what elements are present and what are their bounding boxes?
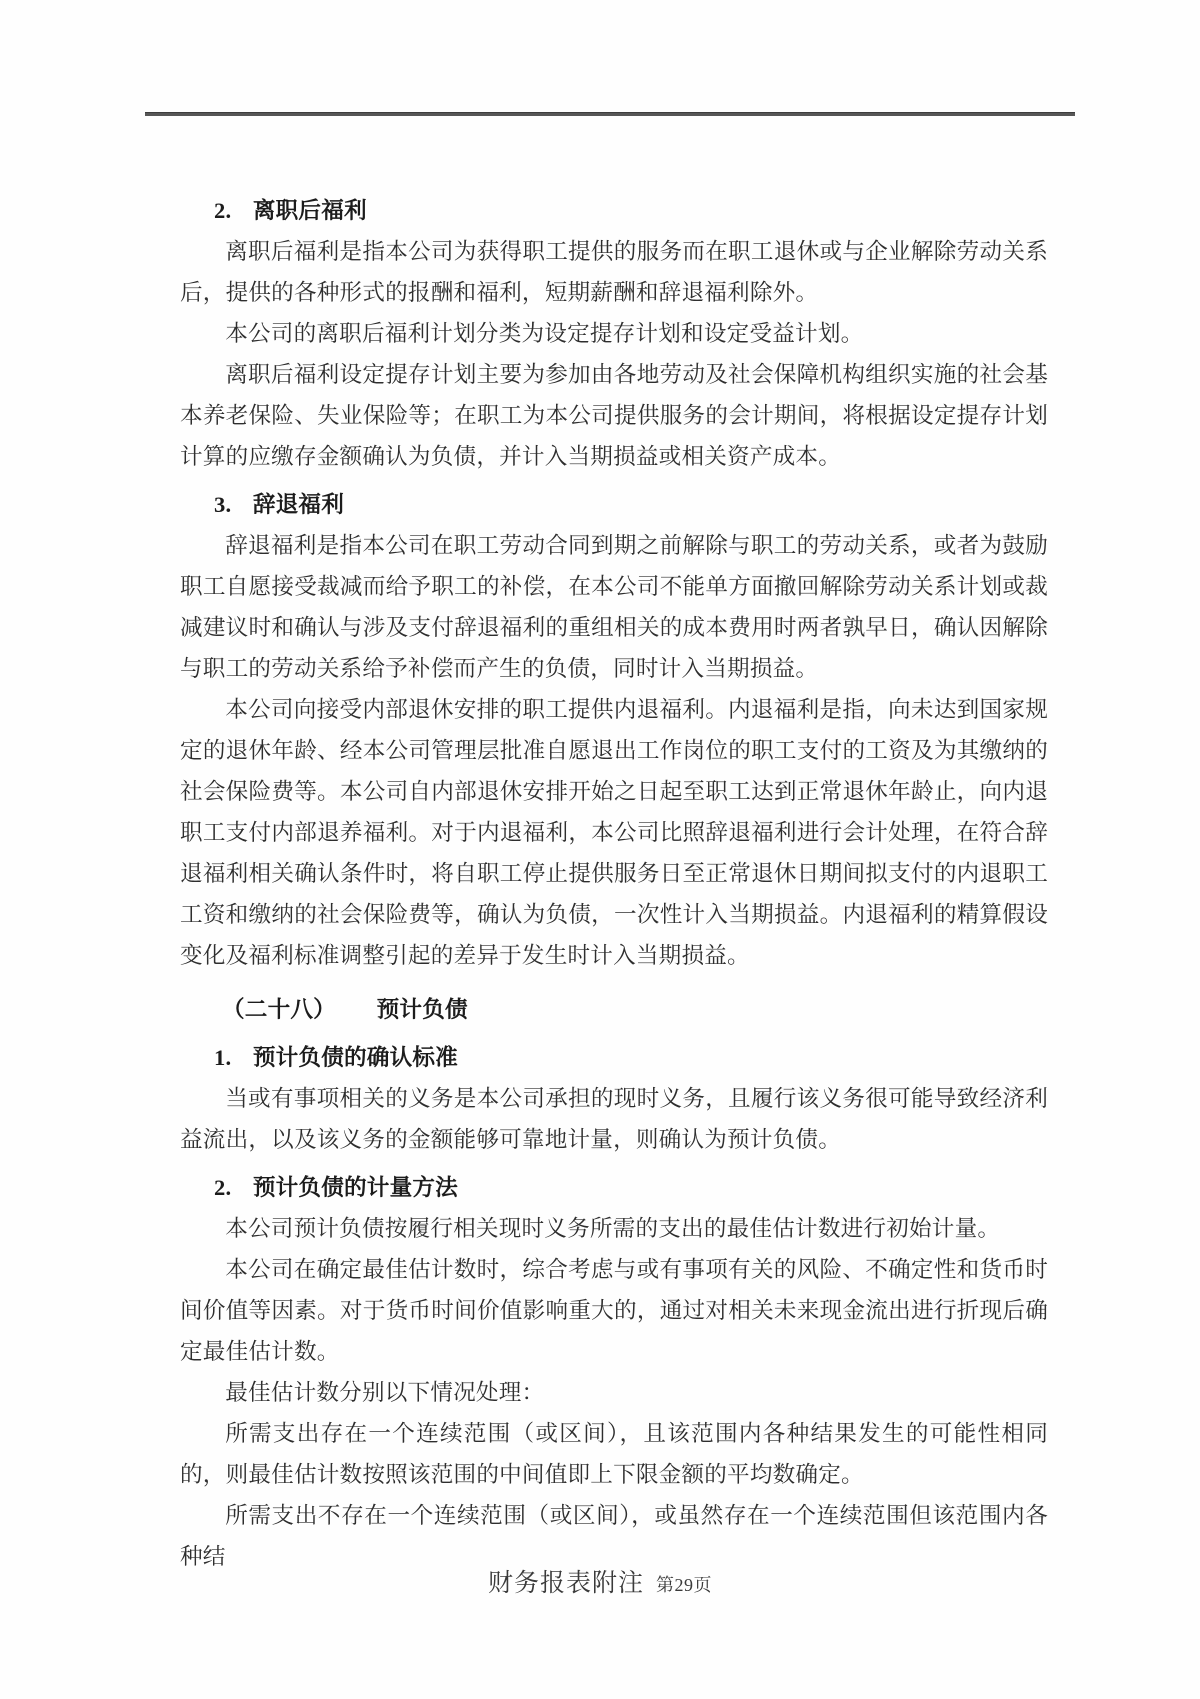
paragraph: 本公司预计负债按履行相关现时义务所需的支出的最佳估计数进行初始计量。 bbox=[225, 1216, 1001, 1241]
heading-number: 1. bbox=[214, 1045, 232, 1070]
heading-title: 离职后福利 bbox=[252, 198, 367, 223]
paragraph: 所需支出存在一个连续范围（或区间），且该范围内各种结果发生的可能性相同的，则最佳估计数按照该范围的中间值即上下限金额的平均数确定。 bbox=[180, 1421, 1048, 1487]
paragraph: 本公司在确定最佳估计数时，综合考虑与或有事项有关的风险、不确定性和货币时间价值等因素。对于货币时间价值影响重大的，通过对相关未来现金流出进行折现后确定最佳估计数。 bbox=[180, 1257, 1048, 1364]
paragraph: 当或有事项相关的义务是本公司承担的现时义务，且履行该义务很可能导致经济利益流出，以及该义务的金额能够可靠地计量，则确认为预计负债。 bbox=[180, 1086, 1048, 1152]
paragraph: 所需支出不存在一个连续范围（或区间），或虽然存在一个连续范围但该范围内各种结 bbox=[180, 1503, 1048, 1569]
footer-title: 财务报表附注 bbox=[487, 1570, 644, 1597]
paragraph: 离职后福利设定提存计划主要为参加由各地劳动及社会保障机构组织实施的社会基本养老保险、失业保险等；在职工为本公司提供服务的会计期间，将根据设定提存计划计算的应缴存金额确认为负债，并计入当期损益或相关资产成本。 bbox=[180, 362, 1048, 469]
paragraph: 最佳估计数分别以下情况处理： bbox=[225, 1380, 545, 1405]
section-heading bbox=[180, 989, 1048, 1030]
section-heading bbox=[180, 484, 1048, 525]
page-footer bbox=[0, 1563, 1200, 1599]
heading-number: 3. bbox=[214, 492, 232, 517]
heading-title: 预计负债的计量方法 bbox=[252, 1175, 458, 1200]
paragraph: 本公司向接受内部退休安排的职工提供内退福利。内退福利是指，向未达到国家规定的退休年龄、经本公司管理层批准自愿退出工作岗位的职工支付的工资及为其缴纳的社会保险费等。本公司自内部退休安排开始之日起至职工达到正常退休年龄止，向内退职工支付内部退养福利。对于内退福利，本公司比照辞退福利进行会计处理，在符合辞退福利相关确认条件时，将自职工停止提供服务日至正常退休日期间拟支付的内退职工工资和缴纳的社会保险费等，确认为负债，一次性计入当期损益。内退福利的精算假设变化及福利标准调整引起的差异于发生时计入当期损益。 bbox=[180, 697, 1048, 968]
paragraph: 离职后福利是指本公司为获得职工提供的服务而在职工退休或与企业解除劳动关系后，提供的各种形式的报酬和福利，短期薪酬和辞退福利除外。 bbox=[180, 239, 1048, 305]
heading-number: 2. bbox=[214, 198, 232, 223]
paragraph: 本公司的离职后福利计划分类为设定提存计划和设定受益计划。 bbox=[225, 321, 864, 346]
heading-title: 辞退福利 bbox=[252, 492, 345, 517]
section-heading bbox=[180, 1037, 1048, 1078]
heading-title: 预计负债的确认标准 bbox=[252, 1045, 458, 1070]
section-heading bbox=[180, 1167, 1048, 1208]
paragraph: 辞退福利是指本公司在职工劳动合同到期之前解除与职工的劳动关系，或者为鼓励职工自愿接受裁减而给予职工的补偿，在本公司不能单方面撤回解除劳动关系计划或裁减建议时和确认与涉及支付辞退福利的重组相关的成本费用时两者孰早日，确认因解除与职工的劳动关系给予补偿而产生的负债，同时计入当期损益。 bbox=[180, 533, 1048, 681]
header-rule bbox=[145, 112, 1075, 116]
heading-number: （二十八） bbox=[222, 997, 336, 1022]
heading-title: 预计负债 bbox=[376, 997, 468, 1022]
footer-page-number: 第29页 bbox=[656, 1575, 712, 1595]
section-heading bbox=[180, 190, 1048, 231]
document-body bbox=[180, 183, 1048, 1577]
heading-number: 2. bbox=[214, 1175, 232, 1200]
